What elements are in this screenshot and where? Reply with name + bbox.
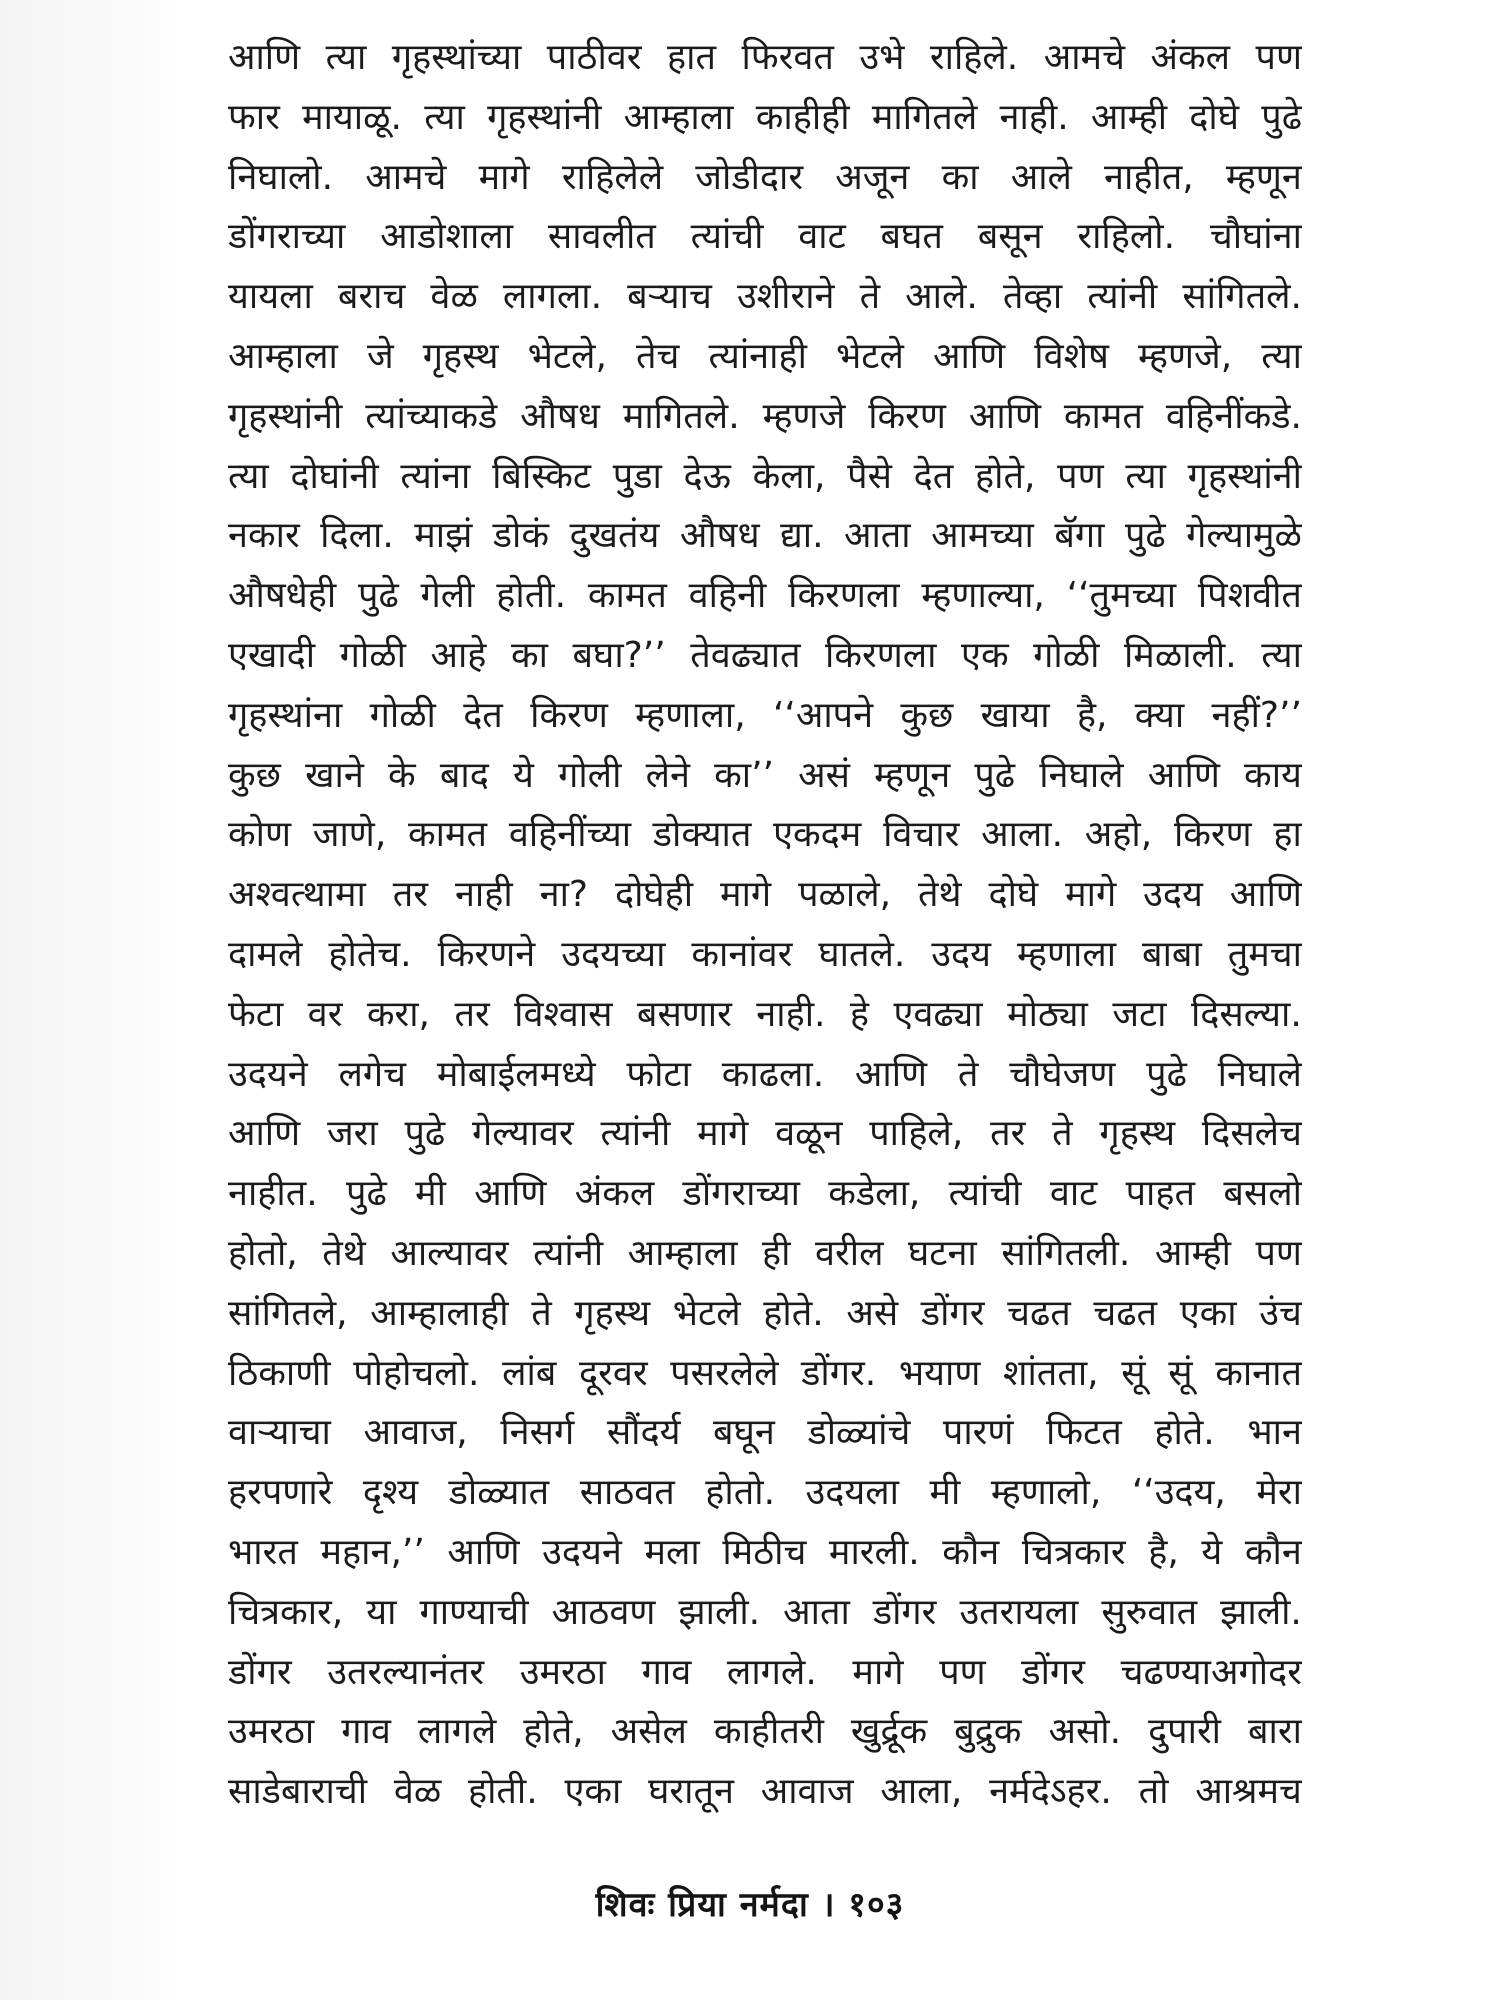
text-line: सांगितले, आम्हालाही ते गृहस्थ भेटले होते. असे डोंगर चढत चढत एका उंच [228, 1292, 1302, 1334]
text-line: नाहीत. पुढे मी आणि अंकल डोंगराच्या कडेला, त्यांची वाट पाहत बसलो [228, 1173, 1302, 1215]
text-line: नकार दिला. माझं डोकं दुखतंय औषध द्या. आता आमच्या बॅगा पुढे गेल्यामुळे [228, 515, 1302, 557]
text-line: उदयने लगेच मोबाईलमध्ये फोटा काढला. आणि ते चौघेजण पुढे निघाले [228, 1053, 1302, 1095]
text-line: हरपणारे दृश्य डोळ्यात साठवत होतो. उदयला मी म्हणालो, ‘‘उदय, मेरा [228, 1472, 1302, 1514]
text-line: दामले होतेच. किरणने उदयच्या कानांवर घातले. उदय म्हणाला बाबा तुमचा [228, 933, 1302, 975]
text-line: ठिकाणी पोहोचलो. लांब दूरवर पसरलेले डोंगर. भयाण शांतता, सूं सूं कानात [228, 1352, 1302, 1394]
text-line: एखादी गोळी आहे का बघा?’’ तेवढ्यात किरणला एक गोळी मिळाली. त्या [228, 634, 1302, 676]
text-line: आणि त्या गृहस्थांच्या पाठीवर हात फिरवत उभे राहिले. आमचे अंकल पण [228, 37, 1302, 78]
text-line: वाऱ्याचा आवाज, निसर्ग सौंदर्य बघून डोळ्यांचे पारणं फिटत होते. भान [228, 1412, 1302, 1454]
text-line: डोंगर उतरल्यानंतर उमरठा गाव लागले. मागे पण डोंगर चढण्याअगोदर [228, 1651, 1302, 1693]
text-line: अश्वत्थामा तर नाही ना? दोघेही मागे पळाले, तेथे दोघे मागे उदय आणि [228, 874, 1302, 916]
text-line: डोंगराच्या आडोशाला सावलीत त्यांची वाट बघत बसून राहिलो. चौघांना [228, 216, 1302, 258]
text-line: फेटा वर करा, तर विश्वास बसणार नाही. हे एवढ्या मोठ्या जटा दिसल्या. [228, 993, 1302, 1035]
text-line: गृहस्थांनी त्यांच्याकडे औषध मागितले. म्हणजे किरण आणि कामत वहिनींकडे. [228, 395, 1302, 437]
text-line: आणि जरा पुढे गेल्यावर त्यांनी मागे वळून पाहिले, तर ते गृहस्थ दिसलेच [228, 1113, 1302, 1155]
page-left-edge [0, 0, 196, 2000]
text-line: गृहस्थांना गोळी देत किरण म्हणाला, ‘‘आपने कुछ खाया है, क्या नहीं?’’ [228, 694, 1302, 736]
text-line: यायला बराच वेळ लागला. बऱ्याच उशीराने ते आले. तेव्हा त्यांनी सांगितले. [228, 276, 1302, 318]
text-line: फार मायाळू. त्या गृहस्थांनी आम्हाला काहीही मागितले नाही. आम्ही दोघे पुढे [228, 96, 1302, 138]
body-text [228, 28, 1302, 1822]
text-line: उमरठा गाव लागले होते, असेल काहीतरी खुर्द्रूक बुद्रुक असो. दुपारी बारा [228, 1711, 1302, 1753]
text-line: होतो, तेथे आल्यावर त्यांनी आम्हाला ही वरील घटना सांगितली. आम्ही पण [228, 1232, 1302, 1274]
text-line: भारत महान,’’ आणि उदयने मला मिठीच मारली. कौन चित्रकार है, ये कौन [228, 1531, 1302, 1573]
text-line: साडेबाराची वेळ होती. एका घरातून आवाज आला, नर्मदेऽहर. तो आश्रमच [228, 1771, 1302, 1813]
text-line: निघालो. आमचे मागे राहिलेले जोडीदार अजून का आले नाहीत, म्हणून [228, 156, 1302, 198]
text-line: चित्रकार, या गाण्याची आठवण झाली. आता डोंगर उतरायला सुरुवात झाली. [228, 1591, 1302, 1633]
text-line: औषधेही पुढे गेली होती. कामत वहिनी किरणला म्हणाल्या, ‘‘तुमच्या पिशवीत [228, 575, 1302, 617]
text-line: आम्हाला जे गृहस्थ भेटले, तेच त्यांनाही भेटले आणि विशेष म्हणजे, त्या [228, 335, 1302, 377]
text-line: कुछ खाने के बाद ये गोली लेने का’’ असं म्हणून पुढे निघाले आणि काय [228, 754, 1302, 796]
page-footer: शिवः प्रिया नर्मदा । १०३ [595, 1885, 905, 1925]
text-line: त्या दोघांनी त्यांना बिस्किट पुडा देऊ केला, पैसे देत होते, पण त्या गृहस्थांनी [228, 455, 1302, 497]
text-line: कोण जाणे, कामत वहिनींच्या डोक्यात एकदम विचार आला. अहो, किरण हा [228, 814, 1302, 856]
